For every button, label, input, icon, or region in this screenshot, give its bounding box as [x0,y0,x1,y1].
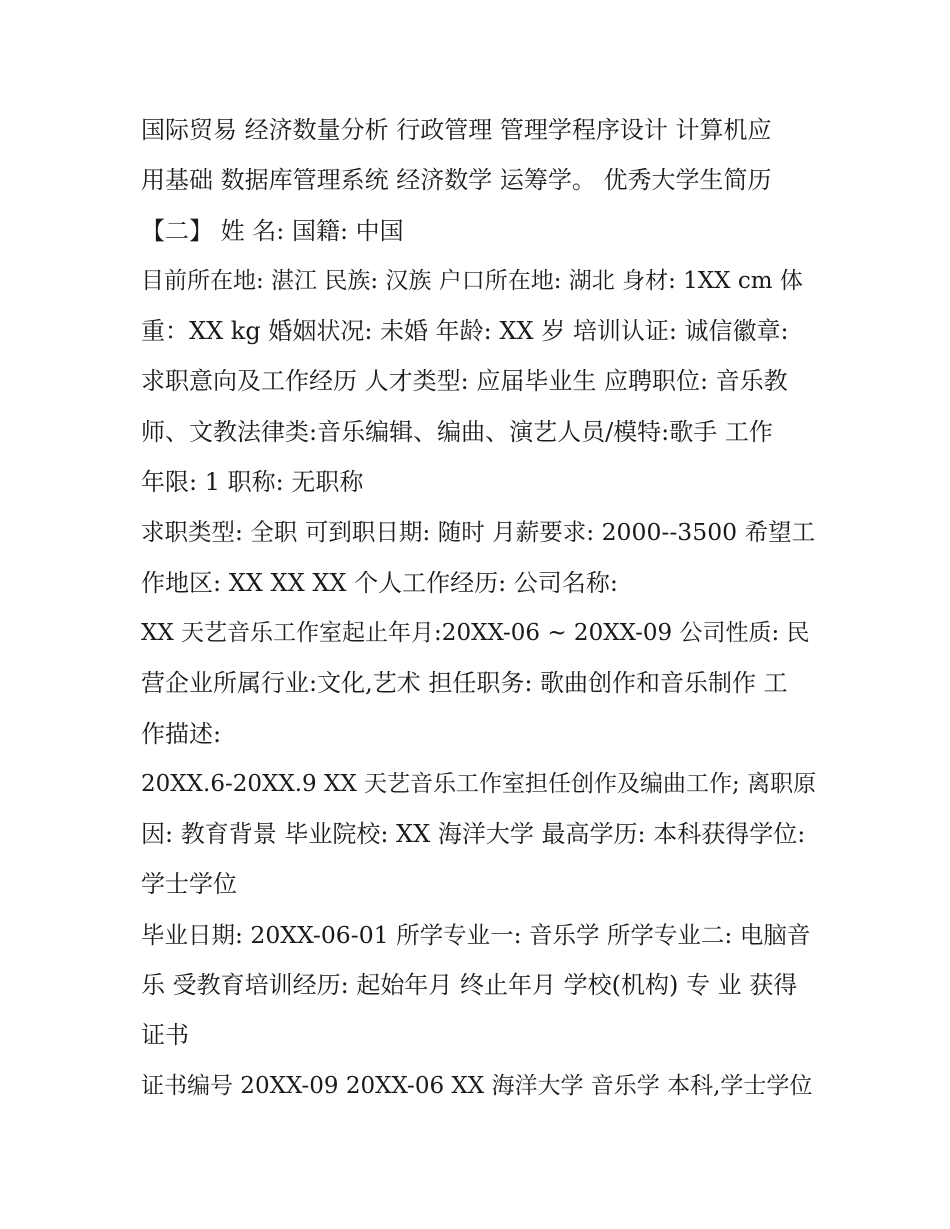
text-line: XX 天艺音乐工作室起止年月:20XX-06 ~ 20XX-09 公司性质: 民 [141,619,810,646]
document-body [141,105,816,1111]
text-line: 求职类型: 全职 可到职日期: 随时 月薪要求: 2000--3500 希望工 [141,518,816,547]
text-line: 重：XX kg 婚姻状况: 未婚 年龄: XX 岁 培训认证: 诚信徽章: [141,317,789,346]
text-line: 目前所在地: 湛江 民族: 汉族 户口所在地: 湖北 身材: 1XX cm 体 [141,267,803,294]
text-line: 因: 教育背景 毕业院校: XX 海洋大学 最高学历: 本科获得学位: [141,820,806,849]
text-line: 学士学位 [141,870,237,899]
text-line: 证书 [141,1021,189,1050]
text-line: 【二】 姓 名: 国籍: 中国 [141,216,404,245]
text-line: 年限: 1 职称: 无职称 [141,468,364,497]
text-line: 毕业日期: 20XX-06-01 所学专业一: 音乐学 所学专业二: 电脑音 [141,920,811,949]
text-line: 用基础 数据库管理系统 经济数学 运筹学。 优秀大学生简历 [141,166,772,195]
text-line: 求职意向及工作经历 人才类型: 应届毕业生 应聘职位: 音乐教 [141,367,788,396]
text-line: 乐 受教育培训经历: 起始年月 终止年月 学校(机构) 专 业 获得 [141,971,798,1000]
text-line: 作地区: XX XX XX 个人工作经历: 公司名称: [141,568,618,597]
text-line: 师、文教法律类:音乐编辑、编曲、演艺人员/模特:歌手 工作 [141,417,773,446]
text-line: 国际贸易 经济数量分析 行政管理 管理学程序设计 计算机应 [141,116,772,144]
text-line: 20XX.6-20XX.9 XX 天艺音乐工作室担任创作及编曲工作; 离职原 [141,770,817,797]
text-line: 证书编号 20XX-09 20XX-06 XX 海洋大学 音乐学 本科,学士学位 [141,1072,813,1099]
text-line: 作描述: [141,719,222,748]
text-line: 营企业所属行业:文化,艺术 担任职务: 歌曲创作和音乐制作 工 [141,669,788,698]
